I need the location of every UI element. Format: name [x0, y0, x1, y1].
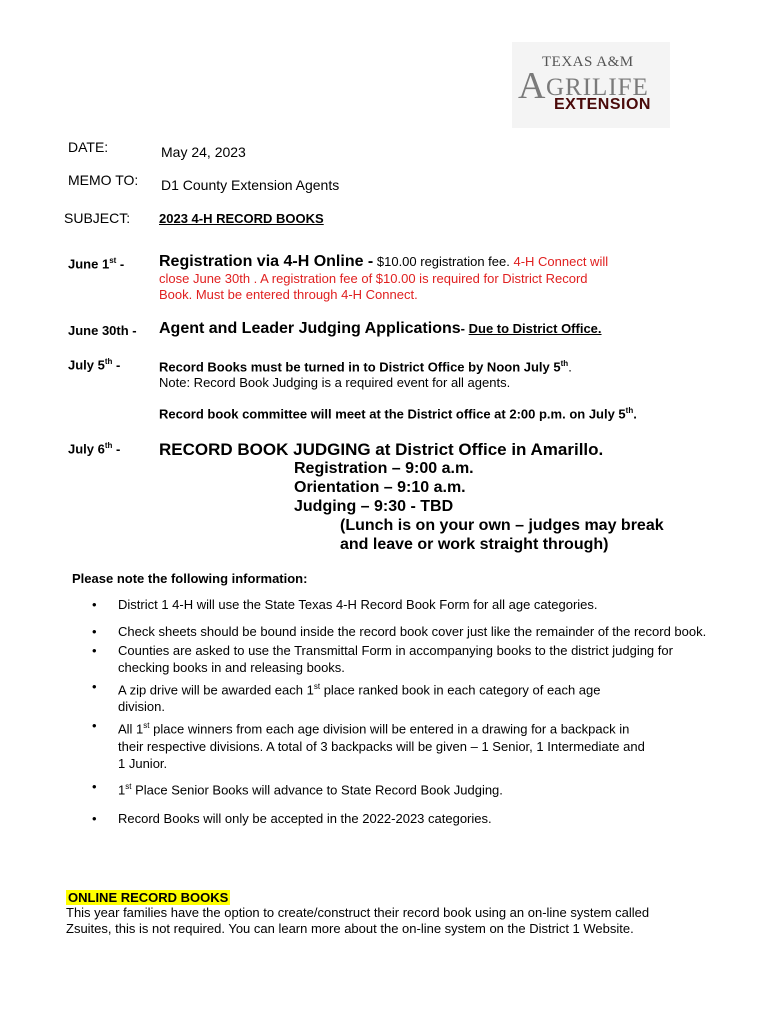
logo-initial: A [518, 65, 546, 107]
logo-line2: GRILIFE [546, 74, 649, 101]
list-item [92, 642, 752, 676]
date-dash: - [112, 441, 121, 457]
online-text-1: This year families have the option to create/construct their record book using an on-line system called [66, 905, 650, 920]
bullet-icon: • [92, 597, 97, 612]
online-record-books-heading: ONLINE RECORD BOOKS [68, 890, 229, 905]
list-item [92, 717, 752, 771]
list-item-text: 1 [118, 781, 126, 797]
turn-in-text: Record Books must be turned in to District Office by Noon July 5 [159, 359, 561, 375]
subject-value: 2023 4-H RECORD BOOKS [159, 211, 324, 226]
notes-list [92, 596, 752, 833]
bullet-icon: • [92, 624, 97, 639]
notes-heading: Please note the following information: [72, 571, 308, 586]
list-item [92, 778, 752, 798]
list-item-text: Place Senior Books will advance to State Record Book Judging. [131, 781, 503, 797]
applications-title: Agent and Leader Judging Applications [159, 320, 461, 337]
judging-lunch-1: (Lunch is on your own – judges may break [340, 517, 664, 534]
list-item [92, 678, 752, 715]
turn-in-sup: th [560, 359, 569, 368]
date-dash: - [112, 357, 121, 373]
list-item-text: place ranked book in each category of each age division. [118, 682, 601, 715]
subject-label: SUBJECT: [64, 210, 131, 226]
july5-entry [159, 356, 739, 423]
date-text: July 5 [68, 357, 105, 373]
list-item-text: place winners from each age division will be entered in a drawing for a backpack in their respective divisions. A total of 3 backpacks will be given – 1 Senior, 1 Intermediate and 1 Junior. [118, 721, 645, 771]
online-description [66, 905, 756, 937]
list-item [92, 596, 752, 613]
date-text: July 6 [68, 441, 105, 457]
list-item-text: Check sheets should be bound inside the record book cover just like the remainder of the record book. [118, 624, 707, 639]
list-item-text: District 1 4-H will use the State Texas 4-H Record Book Form for all age categories. [118, 597, 598, 612]
registration-title: Registration via 4-H Online - [159, 253, 374, 270]
date-june1 [68, 256, 124, 271]
connect-note-1: 4-H Connect will [509, 254, 609, 269]
bullet-icon: • [92, 778, 97, 794]
list-item-text: Counties are asked to use the Transmittal Form in accompanying books to the district judging for checking books in and releasing books. [118, 643, 673, 675]
date-dash: - [116, 256, 125, 272]
date-july6 [68, 441, 120, 456]
list-item-text: Record Books will only be accepted in the 2022-2023 categories. [118, 810, 492, 826]
list-item [92, 810, 752, 827]
bullet-icon: • [92, 718, 97, 734]
judging-orientation: Orientation – 9:10 a.m. [294, 479, 466, 496]
bullet-icon: • [92, 643, 97, 658]
list-item-text: A zip drive will be awarded each 1 [118, 682, 314, 698]
connect-note-3: Book. Must be entered through 4-H Connect. [159, 287, 418, 302]
date-sup: th [104, 357, 113, 366]
applications-dash: - [460, 321, 469, 336]
date-value: May 24, 2023 [161, 144, 246, 160]
online-text-2: Zsuites, this is not required. You can learn more about the on-line system on the District 1 Website. [66, 921, 634, 936]
judging-time: Judging – 9:30 - TBD [294, 498, 454, 515]
bullet-icon: • [92, 679, 97, 694]
date-june30 [68, 323, 137, 338]
date-sup: th [104, 441, 113, 450]
committee-text: Record book committee will meet at the District office at 2:00 p.m. on July 5 [159, 406, 626, 422]
july6-entry [159, 440, 719, 554]
bullet-icon: • [92, 810, 97, 826]
list-item-sup: st [313, 682, 321, 691]
connect-note-2: close June 30th . A registration fee of $10.00 is required for District Record [159, 271, 588, 286]
june1-entry [159, 253, 639, 303]
committee-sup: th [625, 406, 634, 416]
list-item-text: All 1 [118, 721, 144, 737]
june30-entry [159, 320, 602, 338]
judging-lunch-2: and leave or work straight through) [340, 536, 609, 553]
applications-due: Due to District Office. [468, 321, 602, 336]
logo-line1: TEXAS A&M [542, 54, 634, 70]
turn-in-end: . [568, 359, 572, 375]
date-july5 [68, 357, 120, 372]
judging-registration: Registration – 9:00 a.m. [294, 460, 474, 477]
date-label: DATE: [68, 139, 109, 155]
required-note: Note: Record Book Judging is a required event for all agents. [159, 375, 511, 391]
list-item-sup: st [125, 781, 132, 791]
registration-fee: $10.00 registration fee. [373, 254, 510, 269]
committee-line [159, 403, 739, 422]
list-item [92, 623, 752, 640]
date-text: June 1 [68, 256, 110, 272]
logo-line3: EXTENSION [554, 96, 651, 113]
memo-label: MEMO TO: [68, 172, 139, 188]
judging-title: RECORD BOOK JUDGING at District Office in Amarillo. [159, 440, 604, 459]
committee-end: . [633, 406, 637, 422]
turn-in-line [159, 356, 739, 375]
agrilife-logo [512, 42, 670, 128]
memo-value: D1 County Extension Agents [161, 177, 340, 193]
date-sup: st [109, 256, 117, 265]
date-text: June 30th - [68, 323, 137, 338]
list-item-sup: st [143, 721, 150, 731]
